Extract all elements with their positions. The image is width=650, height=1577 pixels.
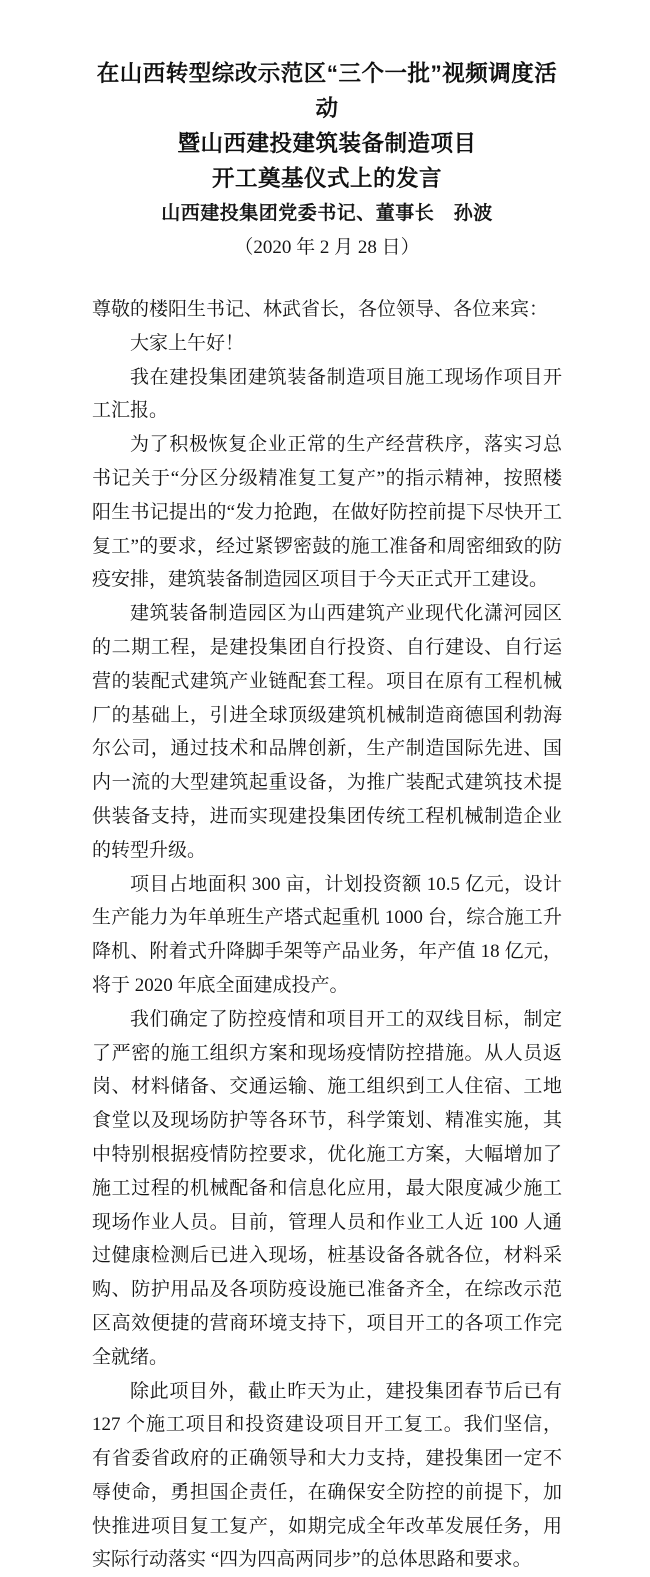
document-body [92,293,562,1577]
date-line: （2020 年 2 月 28 日） [92,235,562,261]
document-title [92,56,562,196]
title-line-3: 开工奠基仪式上的发言 [92,161,562,196]
paragraph-salutation: 尊敬的楼阳生书记、林武省长，各位领导、各位来宾： [92,293,562,327]
paragraph-intro: 我在建投集团建筑装备制造项目施工现场作项目开工汇报。 [92,361,562,429]
paragraph-greeting: 大家上午好！ [92,327,562,361]
title-line-2: 暨山西建投建筑装备制造项目 [92,126,562,161]
author-byline: 山西建投集团党委书记、董事长 孙波 [92,201,562,227]
paragraph-project-figures: 项目占地面积 300 亩，计划投资额 10.5 亿元，设计生产能力为年单班生产塔式起重机 1000 台，综合施工升降机、附着式升降脚手架等产品业务，年产值 18 亿元，将于 2020 年底全面建成投产。 [92,868,562,1003]
paragraph-epidemic-measures: 我们确定了防控疫情和项目开工的双线目标，制定了严密的施工组织方案和现场疫情防控措施。从人员返岗、材料储备、交通运输、施工组织到工人住宿、工地食堂以及现场防护等各环节，科学策划、精准实施，其中特别根据疫情防控要求，优化施工方案，大幅增加了施工过程的机械配备和信息化应用，最大限度减少施工现场作业人员。目前，管理人员和作业工人近 100 人通过健康检测后已进入现场，桩基设备各就各位，材料采购、防护用品及各项防疫设施已准备齐全，在综改示范区高效便捷的营商环境支持下，项目开工的各项工作完全就绪。 [92,1003,562,1375]
title-line-1: 在山西转型综改示范区“三个一批”视频调度活动 [92,56,562,126]
paragraph-closing: 除此项目外，截止昨天为止，建投集团春节后已有 127 个施工项目和投资建设项目开工复工。我们坚信，有省委省政府的正确领导和大力支持，建投集团一定不辱使命，勇担国企责任，在确保安全防控的前提下，加快推进项目复工复产，如期完成全年改革发展任务，用实际行动落实 “四为四高两同步”的总体思路和要求。 [92,1375,562,1577]
paragraph-policy-background: 为了积极恢复企业正常的生产经营秩序，落实习总书记关于“分区分级精准复工复产”的指示精神，按照楼阳生书记提出的“发力抢跑，在做好防控前提下尽快开工复工”的要求，经过紧锣密鼓的施工准备和周密细致的防疫安排，建筑装备制造园区项目于今天正式开工建设。 [92,428,562,597]
paragraph-project-overview: 建筑装备制造园区为山西建筑产业现代化潇河园区的二期工程，是建投集团自行投资、自行建设、自行运营的装配式建筑产业链配套工程。项目在原有工程机械厂的基础上，引进全球顶级建筑机械制造商德国利勃海尔公司，通过技术和品牌创新，生产制造国际先进、国内一流的大型建筑起重设备，为推广装配式建筑技术提供装备支持，进而实现建投集团传统工程机械制造企业的转型升级。 [92,597,562,867]
